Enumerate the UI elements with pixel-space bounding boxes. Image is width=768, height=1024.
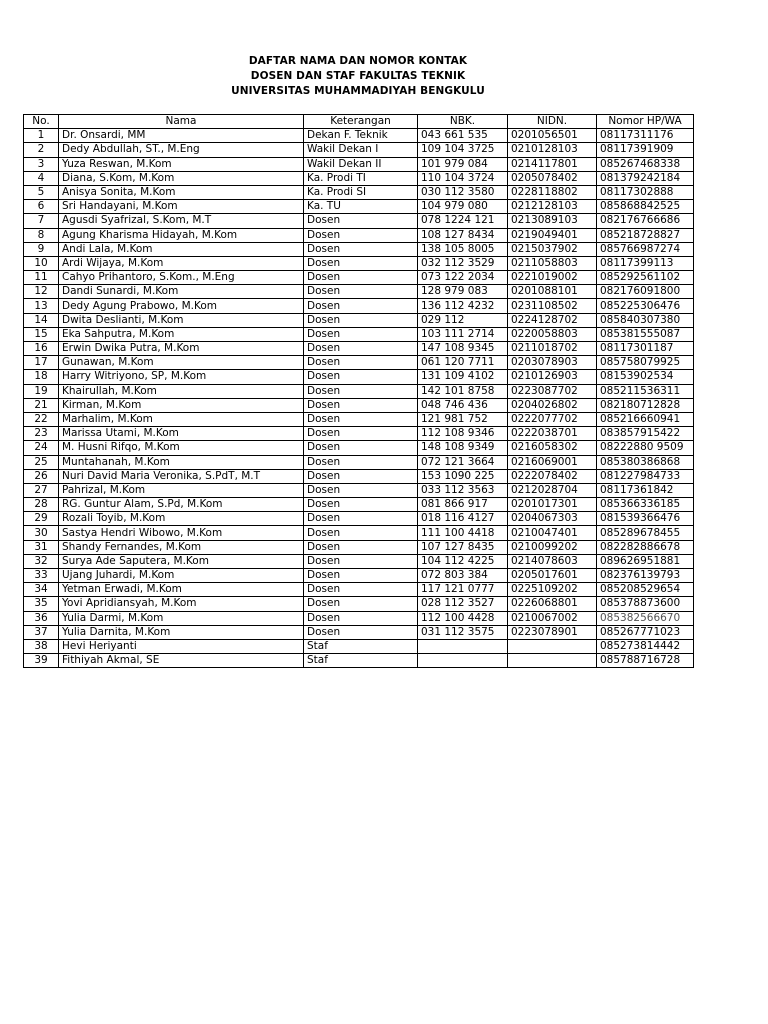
cell-keterangan: Wakil Dekan II <box>304 157 418 171</box>
cell-nbk: 121 981 752 <box>418 412 508 426</box>
cell-nomor-hp: 085788716728 <box>597 654 694 668</box>
cell-nomor-hp: 083857915422 <box>597 427 694 441</box>
cell-nidn: 0223087702 <box>508 384 597 398</box>
cell-no: 15 <box>24 327 59 341</box>
cell-nbk: 030 112 3580 <box>418 185 508 199</box>
table-row <box>24 143 694 157</box>
cell-no: 36 <box>24 611 59 625</box>
cell-nidn: 0204026802 <box>508 398 597 412</box>
cell-no: 34 <box>24 583 59 597</box>
cell-keterangan: Dekan F. Teknik <box>304 129 418 143</box>
cell-no: 38 <box>24 639 59 653</box>
cell-nidn: 0212028704 <box>508 483 597 497</box>
cell-nbk: 117 121 0777 <box>418 583 508 597</box>
cell-no: 26 <box>24 469 59 483</box>
cell-keterangan: Dosen <box>304 483 418 497</box>
cell-keterangan: Dosen <box>304 285 418 299</box>
cell-nama: Shandy Fernandes, M.Kom <box>59 540 304 554</box>
cell-nidn: 0204067303 <box>508 512 597 526</box>
table-row <box>24 185 694 199</box>
cell-keterangan: Wakil Dekan I <box>304 143 418 157</box>
cell-no: 25 <box>24 455 59 469</box>
cell-nidn <box>508 654 597 668</box>
cell-nidn: 0214117801 <box>508 157 597 171</box>
cell-keterangan: Staf <box>304 639 418 653</box>
table-row <box>24 327 694 341</box>
cell-nidn: 0221019002 <box>508 271 597 285</box>
cell-keterangan: Dosen <box>304 299 418 313</box>
cell-no: 23 <box>24 427 59 441</box>
cell-nama: M. Husni Rifqo, M.Kom <box>59 441 304 455</box>
table-row <box>24 228 694 242</box>
cell-keterangan: Dosen <box>304 228 418 242</box>
cell-nbk: 048 746 436 <box>418 398 508 412</box>
cell-nidn: 0210067002 <box>508 611 597 625</box>
cell-no: 2 <box>24 143 59 157</box>
cell-no: 13 <box>24 299 59 313</box>
table-row <box>24 540 694 554</box>
cell-nidn: 0222077702 <box>508 412 597 426</box>
cell-nama: Dwita Deslianti, M.Kom <box>59 313 304 327</box>
cell-no: 24 <box>24 441 59 455</box>
cell-nomor-hp: 085267771023 <box>597 625 694 639</box>
cell-no: 39 <box>24 654 59 668</box>
cell-nomor-hp: 085289678455 <box>597 526 694 540</box>
cell-nomor-hp: 089626951881 <box>597 554 694 568</box>
cell-nbk <box>418 639 508 653</box>
cell-keterangan: Dosen <box>304 370 418 384</box>
cell-nbk: 104 112 4225 <box>418 554 508 568</box>
cell-nama: Muntahanah, M.Kom <box>59 455 304 469</box>
cell-nidn: 0201088101 <box>508 285 597 299</box>
cell-nbk: 018 116 4127 <box>418 512 508 526</box>
cell-keterangan: Dosen <box>304 342 418 356</box>
cell-nbk: 072 803 384 <box>418 569 508 583</box>
cell-nidn: 0210128103 <box>508 143 597 157</box>
table-row <box>24 483 694 497</box>
cell-nbk: 103 111 2714 <box>418 327 508 341</box>
table-row <box>24 597 694 611</box>
cell-keterangan: Dosen <box>304 356 418 370</box>
cell-nomor-hp: 085211536311 <box>597 384 694 398</box>
cell-nomor-hp: 085273814442 <box>597 639 694 653</box>
cell-no: 18 <box>24 370 59 384</box>
table-row <box>24 469 694 483</box>
cell-nama: Dedy Agung Prabowo, M.Kom <box>59 299 304 313</box>
cell-nama: Anisya Sonita, M.Kom <box>59 185 304 199</box>
cell-nbk: 147 108 9345 <box>418 342 508 356</box>
cell-nidn: 0225109202 <box>508 583 597 597</box>
cell-nomor-hp: 085380386868 <box>597 455 694 469</box>
cell-nbk: 043 661 535 <box>418 129 508 143</box>
cell-nomor-hp: 085292561102 <box>597 271 694 285</box>
cell-keterangan: Dosen <box>304 540 418 554</box>
cell-no: 37 <box>24 625 59 639</box>
cell-no: 8 <box>24 228 59 242</box>
table-row <box>24 271 694 285</box>
cell-nama: Yulia Darnita, M.Kom <box>59 625 304 639</box>
cell-nidn: 0231108502 <box>508 299 597 313</box>
cell-nbk <box>418 654 508 668</box>
cell-nomor-hp: 085208529654 <box>597 583 694 597</box>
cell-keterangan: Ka. Prodi TI <box>304 171 418 185</box>
cell-nama: Gunawan, M.Kom <box>59 356 304 370</box>
cell-nbk: 031 112 3575 <box>418 625 508 639</box>
cell-nbk: 128 979 083 <box>418 285 508 299</box>
cell-nidn: 0201017301 <box>508 498 597 512</box>
cell-nama: Erwin Dwika Putra, M.Kom <box>59 342 304 356</box>
cell-nomor-hp: 08117361842 <box>597 483 694 497</box>
cell-nomor-hp: 085840307380 <box>597 313 694 327</box>
table-row <box>24 313 694 327</box>
column-header-keterangan: Keterangan <box>304 115 418 129</box>
table-row <box>24 412 694 426</box>
cell-nama: Dedy Abdullah, ST., M.Eng <box>59 143 304 157</box>
cell-nbk: 153 1090 225 <box>418 469 508 483</box>
table-row <box>24 512 694 526</box>
cell-nomor-hp: 082376139793 <box>597 569 694 583</box>
cell-nomor-hp: 08117301187 <box>597 342 694 356</box>
cell-nbk: 108 127 8434 <box>418 228 508 242</box>
table-row <box>24 342 694 356</box>
table-row <box>24 256 694 270</box>
cell-keterangan: Staf <box>304 654 418 668</box>
cell-nomor-hp: 08117391909 <box>597 143 694 157</box>
cell-nomor-hp: 08222880 9509 <box>597 441 694 455</box>
cell-nbk: 072 121 3664 <box>418 455 508 469</box>
table-row <box>24 214 694 228</box>
cell-nama: Andi Lala, M.Kom <box>59 242 304 256</box>
cell-no: 30 <box>24 526 59 540</box>
cell-nomor-hp: 081227984733 <box>597 469 694 483</box>
cell-nidn: 0223078901 <box>508 625 597 639</box>
cell-nbk: 032 112 3529 <box>418 256 508 270</box>
cell-nidn: 0222078402 <box>508 469 597 483</box>
header-title-line-3: UNIVERSITAS MUHAMMADIYAH BENGKULU <box>231 85 485 97</box>
cell-nomor-hp: 08117302888 <box>597 185 694 199</box>
cell-no: 7 <box>24 214 59 228</box>
cell-nidn: 0215037902 <box>508 242 597 256</box>
cell-keterangan: Dosen <box>304 441 418 455</box>
cell-nama: Kirman, M.Kom <box>59 398 304 412</box>
cell-no: 21 <box>24 398 59 412</box>
cell-nbk: 112 100 4428 <box>418 611 508 625</box>
cell-nbk: 138 105 8005 <box>418 242 508 256</box>
cell-nama: Agusdi Syafrizal, S.Kom, M.T <box>59 214 304 228</box>
cell-no: 14 <box>24 313 59 327</box>
cell-nama: Fithiyah Akmal, SE <box>59 654 304 668</box>
cell-no: 31 <box>24 540 59 554</box>
cell-nomor-hp: 082180712828 <box>597 398 694 412</box>
cell-keterangan: Dosen <box>304 526 418 540</box>
cell-nomor-hp: 082176091800 <box>597 285 694 299</box>
cell-keterangan: Dosen <box>304 256 418 270</box>
cell-nidn: 0201056501 <box>508 129 597 143</box>
cell-no: 1 <box>24 129 59 143</box>
cell-nidn: 0213089103 <box>508 214 597 228</box>
cell-nama: Pahrizal, M.Kom <box>59 483 304 497</box>
cell-nidn: 0212128103 <box>508 200 597 214</box>
cell-keterangan: Dosen <box>304 583 418 597</box>
table-row <box>24 611 694 625</box>
cell-nidn: 0210126903 <box>508 370 597 384</box>
cell-no: 29 <box>24 512 59 526</box>
cell-keterangan: Dosen <box>304 242 418 256</box>
cell-keterangan: Ka. TU <box>304 200 418 214</box>
column-header-nama: Nama <box>59 115 304 129</box>
cell-no: 28 <box>24 498 59 512</box>
table-row <box>24 441 694 455</box>
table-row <box>24 583 694 597</box>
cell-nama: Marissa Utami, M.Kom <box>59 427 304 441</box>
cell-nidn: 0224128702 <box>508 313 597 327</box>
table-row <box>24 171 694 185</box>
cell-nama: Ujang Juhardi, M.Kom <box>59 569 304 583</box>
cell-keterangan: Dosen <box>304 611 418 625</box>
cell-nidn: 0211018702 <box>508 342 597 356</box>
cell-nidn <box>508 639 597 653</box>
cell-nomor-hp: 085267468338 <box>597 157 694 171</box>
cell-nidn: 0210047401 <box>508 526 597 540</box>
cell-nama: Harry Witriyono, SP, M.Kom <box>59 370 304 384</box>
cell-nbk: 029 112 <box>418 313 508 327</box>
cell-nidn: 0214078603 <box>508 554 597 568</box>
column-header-nbk: NBK. <box>418 115 508 129</box>
table-row <box>24 654 694 668</box>
cell-nama: Sri Handayani, M.Kom <box>59 200 304 214</box>
cell-nbk: 131 109 4102 <box>418 370 508 384</box>
table-row <box>24 639 694 653</box>
cell-nomor-hp: 082176766686 <box>597 214 694 228</box>
table-row <box>24 455 694 469</box>
cell-no: 5 <box>24 185 59 199</box>
cell-nbk: 111 100 4418 <box>418 526 508 540</box>
cell-keterangan: Dosen <box>304 455 418 469</box>
cell-nomor-hp: 085216660941 <box>597 412 694 426</box>
table-row <box>24 129 694 143</box>
cell-nama: Hevi Heriyanti <box>59 639 304 653</box>
cell-nama: Cahyo Prihantoro, S.Kom., M.Eng <box>59 271 304 285</box>
contacts-table <box>23 114 694 668</box>
cell-nbk: 078 1224 121 <box>418 214 508 228</box>
cell-keterangan: Dosen <box>304 327 418 341</box>
cell-nama: Diana, S.Kom, M.Kom <box>59 171 304 185</box>
cell-no: 33 <box>24 569 59 583</box>
cell-nama: Marhalim, M.Kom <box>59 412 304 426</box>
cell-keterangan: Dosen <box>304 512 418 526</box>
cell-nbk: 110 104 3724 <box>418 171 508 185</box>
cell-nbk: 148 108 9349 <box>418 441 508 455</box>
cell-nidn: 0203078903 <box>508 356 597 370</box>
cell-nbk: 109 104 3725 <box>418 143 508 157</box>
cell-nidn: 0205078402 <box>508 171 597 185</box>
cell-nama: Yovi Apridiansyah, M.Kom <box>59 597 304 611</box>
cell-no: 35 <box>24 597 59 611</box>
cell-nama: Eka Sahputra, M.Kom <box>59 327 304 341</box>
cell-keterangan: Dosen <box>304 469 418 483</box>
table-row <box>24 554 694 568</box>
cell-no: 4 <box>24 171 59 185</box>
cell-no: 19 <box>24 384 59 398</box>
table-row <box>24 526 694 540</box>
cell-nidn: 0219049401 <box>508 228 597 242</box>
table-row <box>24 356 694 370</box>
cell-no: 11 <box>24 271 59 285</box>
cell-nama: Surya Ade Saputera, M.Kom <box>59 554 304 568</box>
table-row <box>24 285 694 299</box>
cell-keterangan: Dosen <box>304 597 418 611</box>
cell-nama: Yetman Erwadi, M.Kom <box>59 583 304 597</box>
cell-keterangan: Dosen <box>304 554 418 568</box>
column-header-no: No. <box>24 115 59 129</box>
cell-nama: RG. Guntur Alam, S.Pd, M.Kom <box>59 498 304 512</box>
cell-no: 17 <box>24 356 59 370</box>
cell-nomor-hp: 085758079925 <box>597 356 694 370</box>
table-row <box>24 157 694 171</box>
cell-nama: Nuri David Maria Veronika, S.PdT, M.T <box>59 469 304 483</box>
cell-nbk: 136 112 4232 <box>418 299 508 313</box>
cell-keterangan: Dosen <box>304 498 418 512</box>
table-row <box>24 625 694 639</box>
cell-nbk: 107 127 8435 <box>418 540 508 554</box>
cell-nama: Rozali Toyib, M.Kom <box>59 512 304 526</box>
cell-keterangan: Dosen <box>304 569 418 583</box>
cell-no: 12 <box>24 285 59 299</box>
cell-nbk: 101 979 084 <box>418 157 508 171</box>
cell-nidn: 0210099202 <box>508 540 597 554</box>
table-row <box>24 569 694 583</box>
cell-keterangan: Ka. Prodi SI <box>304 185 418 199</box>
cell-nama: Ardi Wijaya, M.Kom <box>59 256 304 270</box>
cell-nomor-hp: 081379242184 <box>597 171 694 185</box>
column-header-nomor-hp: Nomor HP/WA <box>597 115 694 129</box>
table-row <box>24 384 694 398</box>
cell-nbk: 081 866 917 <box>418 498 508 512</box>
cell-nama: Dr. Onsardi, MM <box>59 129 304 143</box>
cell-nomor-hp: 08153902534 <box>597 370 694 384</box>
table-row <box>24 498 694 512</box>
cell-nomor-hp: 08117311176 <box>597 129 694 143</box>
table-body <box>24 129 694 668</box>
header-title-line-2: DOSEN DAN STAF FAKULTAS TEKNIK <box>250 70 466 82</box>
cell-nidn: 0220058803 <box>508 327 597 341</box>
cell-nidn: 0211058803 <box>508 256 597 270</box>
table-row <box>24 200 694 214</box>
cell-nama: Yulia Darmi, M.Kom <box>59 611 304 625</box>
cell-no: 3 <box>24 157 59 171</box>
cell-nbk: 061 120 7711 <box>418 356 508 370</box>
cell-nbk: 112 108 9346 <box>418 427 508 441</box>
cell-no: 27 <box>24 483 59 497</box>
table-row <box>24 370 694 384</box>
table-row <box>24 299 694 313</box>
cell-nomor-hp: 085218728827 <box>597 228 694 242</box>
cell-nama: Yuza Reswan, M.Kom <box>59 157 304 171</box>
table-row <box>24 398 694 412</box>
cell-nbk: 028 112 3527 <box>418 597 508 611</box>
cell-no: 16 <box>24 342 59 356</box>
cell-nama: Agung Kharisma Hidayah, M.Kom <box>59 228 304 242</box>
cell-no: 9 <box>24 242 59 256</box>
document-header <box>0 54 716 99</box>
cell-nama: Dandi Sunardi, M.Kom <box>59 285 304 299</box>
cell-nomor-hp: 081539366476 <box>597 512 694 526</box>
cell-keterangan: Dosen <box>304 398 418 412</box>
cell-nama: Sastya Hendri Wibowo, M.Kom <box>59 526 304 540</box>
cell-nomor-hp: 085868842525 <box>597 200 694 214</box>
cell-nama: Khairullah, M.Kom <box>59 384 304 398</box>
cell-keterangan: Dosen <box>304 412 418 426</box>
cell-nbk: 073 122 2034 <box>418 271 508 285</box>
table-row <box>24 427 694 441</box>
cell-nidn: 0226068801 <box>508 597 597 611</box>
cell-keterangan: Dosen <box>304 214 418 228</box>
cell-nbk: 104 979 080 <box>418 200 508 214</box>
cell-keterangan: Dosen <box>304 427 418 441</box>
cell-nomor-hp: 085766987274 <box>597 242 694 256</box>
cell-nidn: 0222038701 <box>508 427 597 441</box>
cell-nomor-hp: 085366336185 <box>597 498 694 512</box>
cell-nomor-hp: 08117399113 <box>597 256 694 270</box>
cell-no: 10 <box>24 256 59 270</box>
cell-keterangan: Dosen <box>304 625 418 639</box>
header-title-line-1: DAFTAR NAMA DAN NOMOR KONTAK <box>248 55 468 67</box>
cell-nomor-hp: 085382566670 <box>597 611 694 625</box>
cell-nidn: 0216069001 <box>508 455 597 469</box>
cell-nidn: 0228118802 <box>508 185 597 199</box>
cell-no: 32 <box>24 554 59 568</box>
cell-nidn: 0205017601 <box>508 569 597 583</box>
cell-no: 22 <box>24 412 59 426</box>
cell-nomor-hp: 085378873600 <box>597 597 694 611</box>
cell-nbk: 033 112 3563 <box>418 483 508 497</box>
cell-nidn: 0216058302 <box>508 441 597 455</box>
cell-keterangan: Dosen <box>304 384 418 398</box>
column-header-nidn: NIDN. <box>508 115 597 129</box>
cell-nomor-hp: 085381555087 <box>597 327 694 341</box>
cell-nomor-hp: 082282886678 <box>597 540 694 554</box>
cell-nbk: 142 101 8758 <box>418 384 508 398</box>
cell-keterangan: Dosen <box>304 271 418 285</box>
cell-nomor-hp: 085225306476 <box>597 299 694 313</box>
cell-no: 6 <box>24 200 59 214</box>
table-header-row <box>24 115 694 129</box>
cell-keterangan: Dosen <box>304 313 418 327</box>
table-row <box>24 242 694 256</box>
